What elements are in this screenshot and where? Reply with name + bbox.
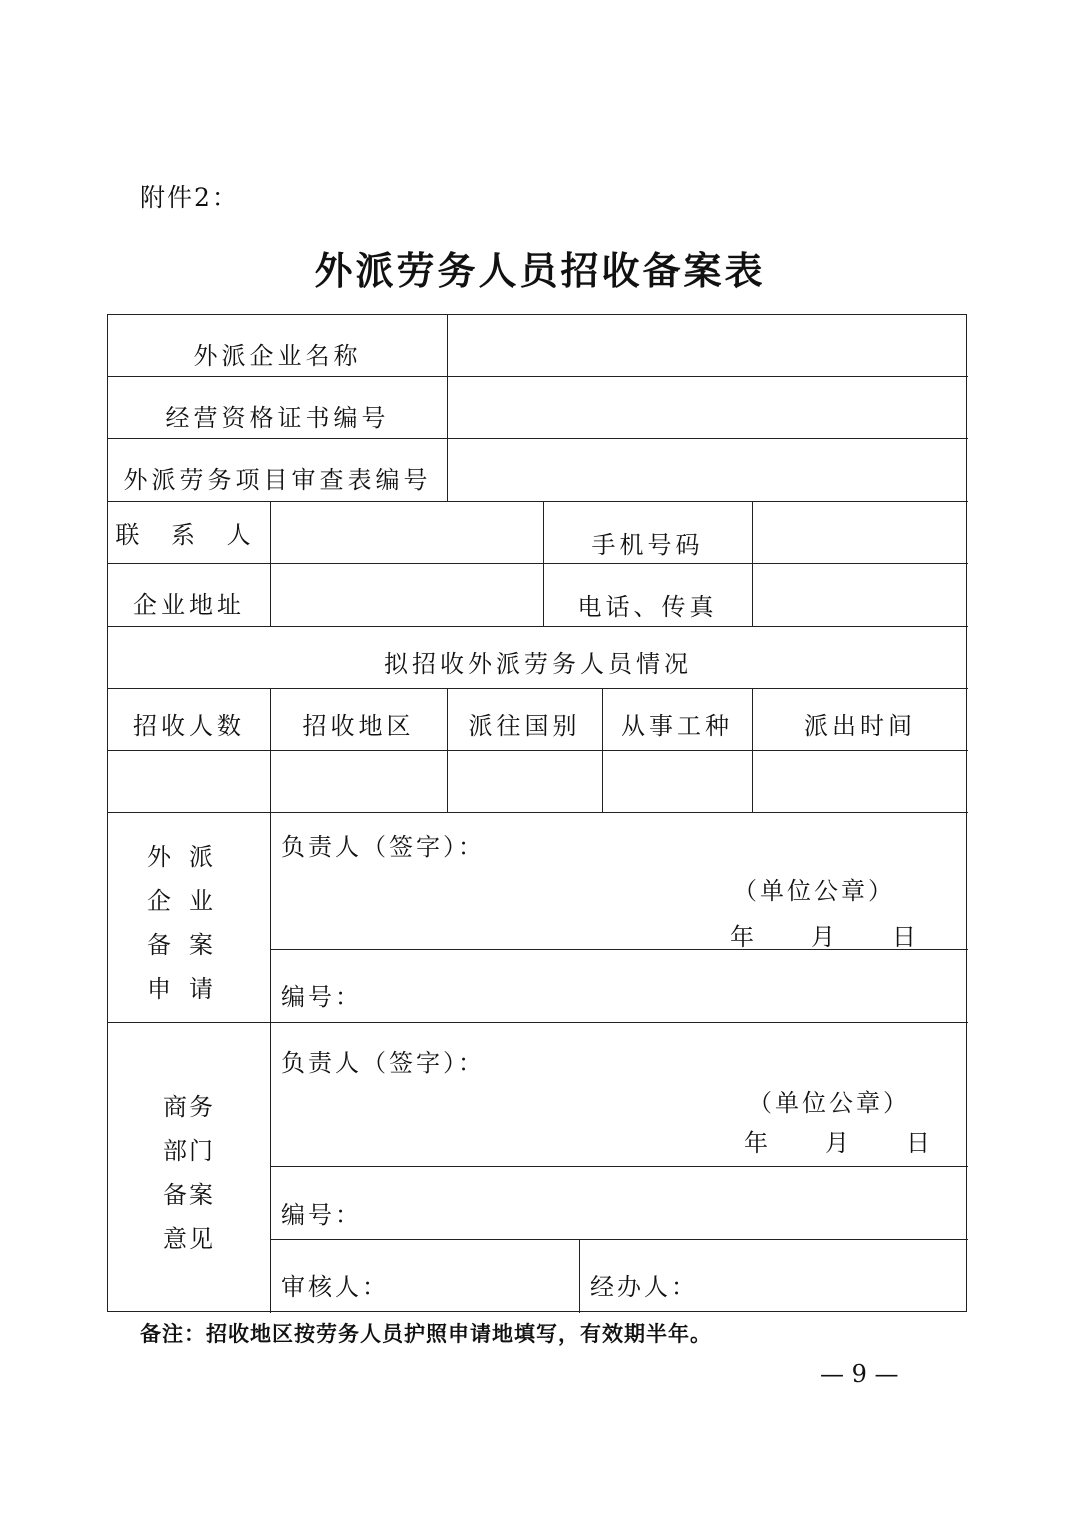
row-divider: [108, 563, 968, 564]
column-header-recruit-count: 招收人数: [133, 711, 245, 740]
section-header-label: 拟招收外派劳务人员情况: [384, 649, 692, 678]
commerce-number-label: 编号：: [281, 1201, 362, 1229]
contact-person-label: 联 系 人: [115, 520, 263, 549]
review-form-number-label: 外派劳务项目审查表编号: [123, 466, 432, 494]
company-seal-label: （单位公章）: [733, 877, 895, 905]
column-header-recruit-region: 招收地区: [302, 711, 415, 740]
row-divider: [270, 1239, 968, 1240]
label-line: 意见: [163, 1225, 215, 1253]
col-divider: [447, 315, 448, 501]
label-line: 备案: [147, 931, 231, 959]
col-divider: [270, 501, 271, 626]
label-line: 备案: [163, 1181, 215, 1209]
commerce-opinion-label: [108, 1085, 270, 1261]
col-divider: [579, 1239, 580, 1313]
column-header-destination-country: 派往国别: [468, 711, 581, 740]
company-application-label: [108, 835, 270, 1011]
column-header-dispatch-time: 派出时间: [804, 711, 916, 740]
footnote: 备注：招收地区按劳务人员护照申请地填写，有效期半年。: [140, 1322, 712, 1346]
filing-form-table: [107, 314, 967, 1312]
handler-label: 经办人：: [590, 1273, 698, 1301]
company-number-label: 编号：: [281, 983, 362, 1011]
page-number: — 9 —: [820, 1360, 899, 1388]
attachment-label: 附件2：: [140, 183, 239, 212]
row-divider: [108, 812, 968, 813]
phone-fax-label: 电话、传真: [577, 592, 718, 621]
license-number-label: 经营资格证书编号: [165, 404, 390, 432]
company-address-label: 企业地址: [133, 590, 245, 619]
col-divider: [752, 501, 753, 626]
commerce-date-label: 年 月 日: [744, 1129, 933, 1157]
row-divider: [108, 1022, 968, 1023]
company-date-label: 年 月 日: [730, 923, 919, 951]
company-name-label: 外派企业名称: [193, 342, 362, 370]
row-divider: [270, 1166, 968, 1167]
reviewer-label: 审核人：: [281, 1273, 389, 1301]
mobile-number-label: 手机号码: [591, 530, 704, 559]
company-signer-label: 负责人（签字）：: [281, 833, 485, 861]
commerce-signer-label: 负责人（签字）：: [281, 1049, 485, 1077]
form-title: 外派劳务人员招收备案表: [314, 249, 766, 293]
label-line: 企业: [147, 887, 231, 915]
col-divider: [270, 812, 271, 1313]
label-line: 外派: [147, 843, 231, 871]
column-header-job-type: 从事工种: [621, 711, 733, 740]
label-line: 商务: [163, 1093, 215, 1121]
label-line: 申请: [147, 975, 231, 1003]
label-line: 部门: [163, 1137, 215, 1165]
commerce-seal-label: （单位公章）: [748, 1089, 910, 1117]
